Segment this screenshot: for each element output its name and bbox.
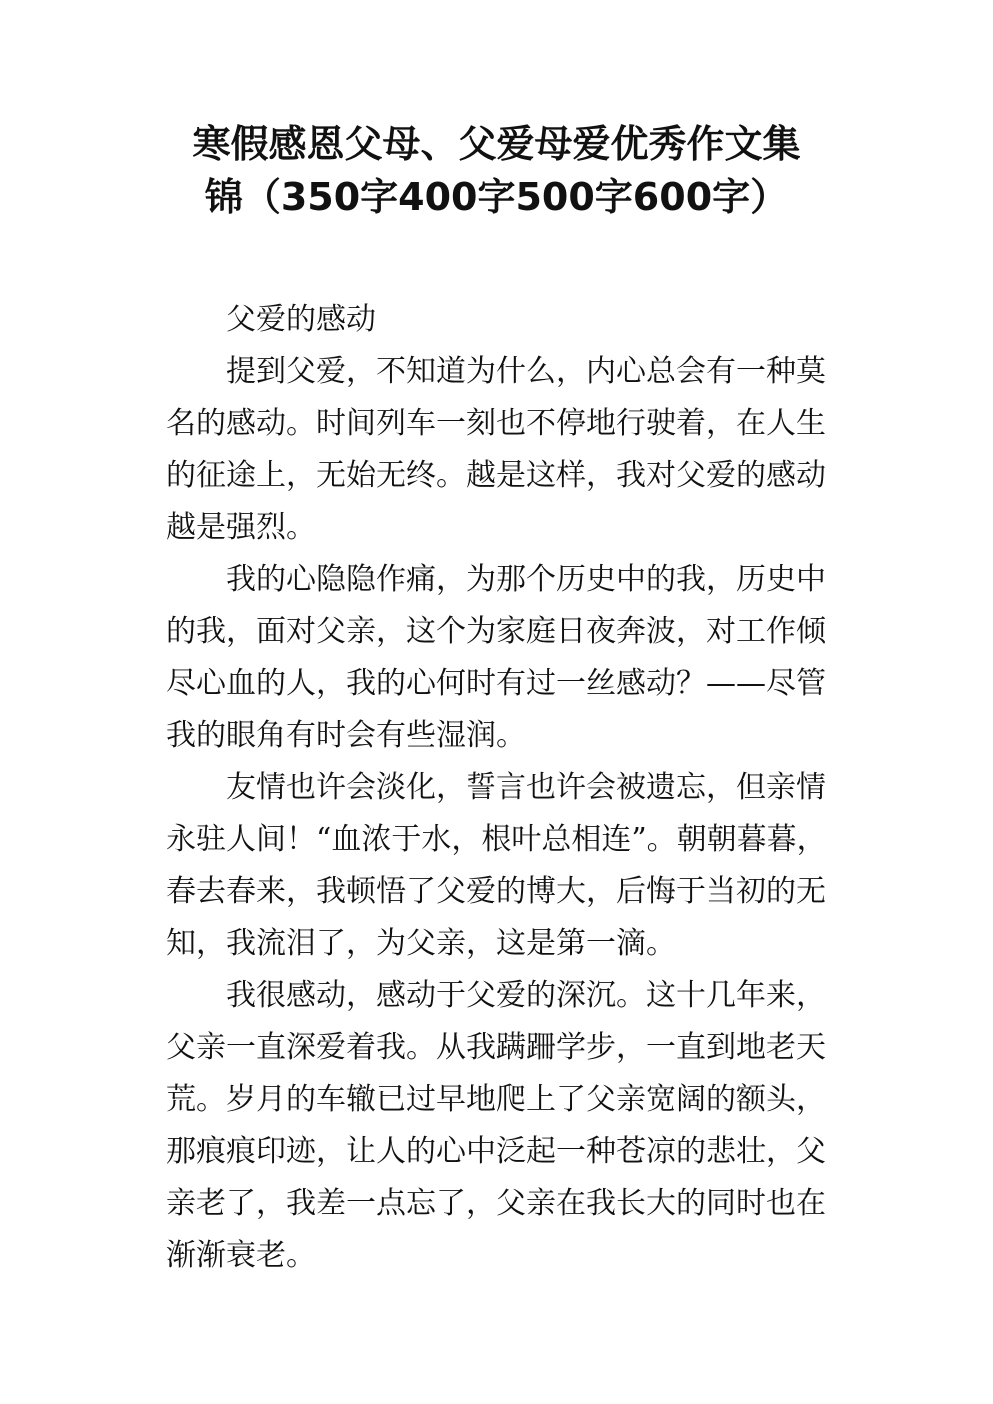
- document-title: [0, 118, 993, 224]
- text-line: 尽心血的人，我的心何时有过一丝感动？——尽管: [166, 666, 826, 701]
- text-line: 提到父爱，不知道为什么，内心总会有一种莫: [226, 354, 826, 389]
- paragraph: [166, 346, 825, 554]
- document-body: [166, 294, 825, 1282]
- text-line: 我的心隐隐作痛，为那个历史中的我，历史中: [226, 562, 826, 597]
- text-line: 渐渐衰老。: [166, 1238, 316, 1273]
- text-line: 名的感动。时间列车一刻也不停地行驶着，在人生: [166, 406, 826, 441]
- text-line: 荒。岁月的车辙已过早地爬上了父亲宽阔的额头，: [166, 1082, 826, 1117]
- text-line: 永驻人间！“血浓于水，根叶总相连”。朝朝暮暮，: [166, 822, 827, 857]
- text-line: 亲老了，我差一点忘了，父亲在我长大的同时也在: [166, 1186, 826, 1221]
- paragraph: [166, 554, 825, 762]
- text-line: 知，我流泪了，为父亲，这是第一滴。: [166, 926, 676, 961]
- text-line: 春去春来，我顿悟了父爱的博大，后悔于当初的无: [166, 874, 826, 909]
- text-line: 的征途上，无始无终。越是这样，我对父爱的感动: [166, 458, 826, 493]
- section-heading: [166, 294, 825, 346]
- text-line: 那痕痕印迹，让人的心中泛起一种苍凉的悲壮，父: [166, 1134, 826, 1169]
- text-line: 父爱的感动: [226, 302, 376, 337]
- paragraph: [166, 970, 825, 1282]
- text-line: 我的眼角有时会有些湿润。: [166, 718, 526, 753]
- text-line: 父亲一直深爱着我。从我蹒跚学步，一直到地老天: [166, 1030, 826, 1065]
- text-line: 的我，面对父亲，这个为家庭日夜奔波，对工作倾: [166, 614, 826, 649]
- title-line-2: 锦（350字400字500字600字）: [204, 175, 789, 219]
- paragraph: [166, 762, 825, 970]
- title-line-1: 寒假感恩父母、父爱母爱优秀作文集: [192, 122, 801, 166]
- text-line: 我很感动，感动于父爱的深沉。这十几年来，: [226, 978, 826, 1013]
- text-line: 友情也许会淡化，誓言也许会被遗忘，但亲情: [226, 770, 826, 805]
- text-line: 越是强烈。: [166, 510, 316, 545]
